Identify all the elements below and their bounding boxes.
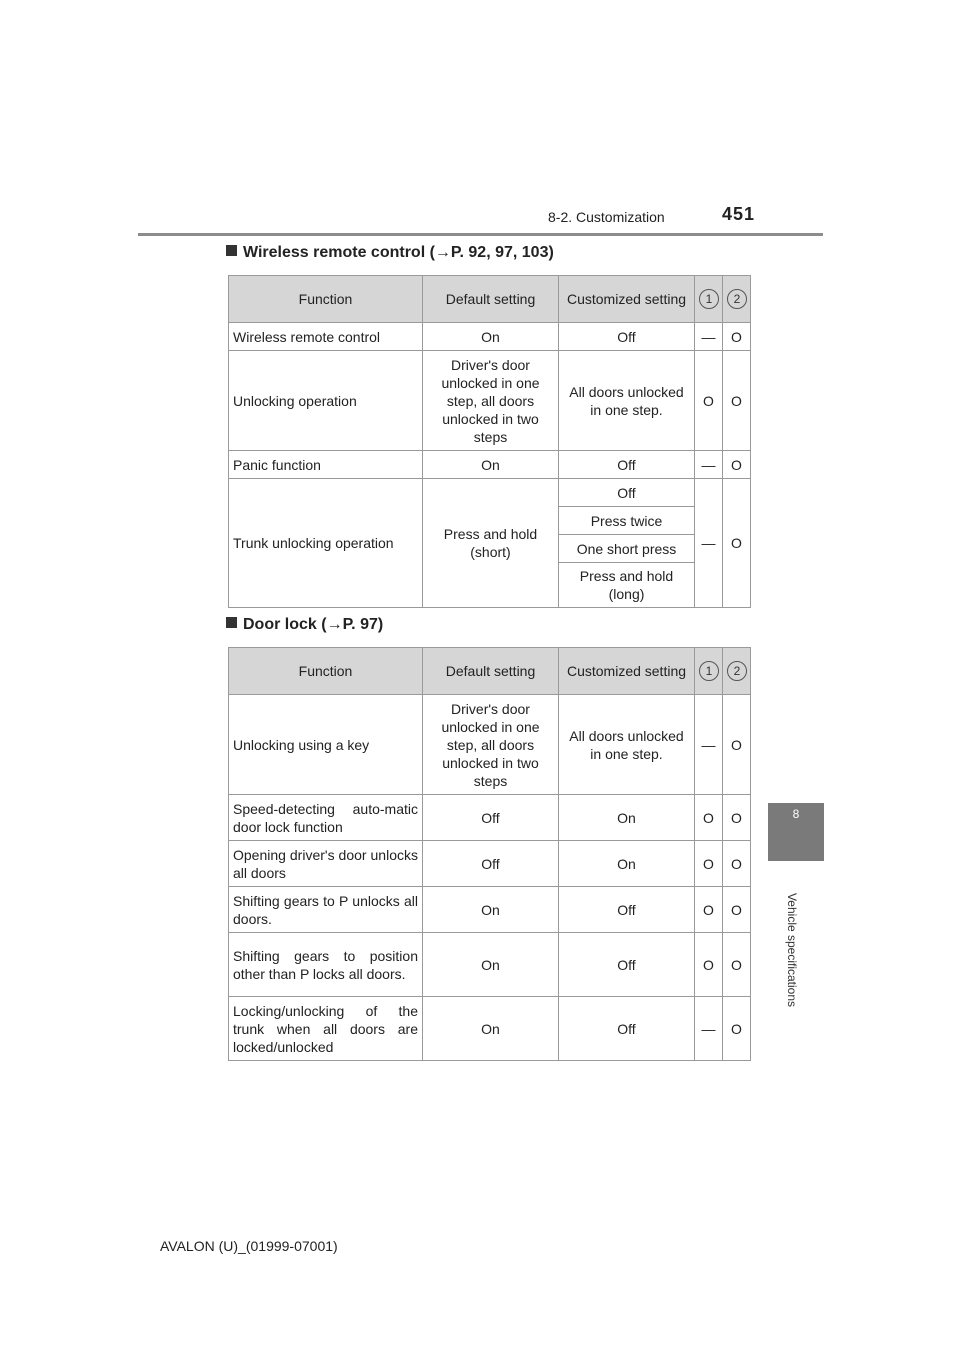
col1-cell: — (695, 451, 723, 479)
function-cell: Shifting gears to P unlocks all doors. (229, 887, 423, 933)
page-number: 451 (722, 204, 756, 224)
col1-cell: O (695, 841, 723, 887)
col2-cell: O (723, 841, 751, 887)
section-title-wireless-remote: Wireless remote control (→P. 92, 97, 103) (226, 244, 554, 262)
table-row (229, 887, 751, 933)
function-cell: Opening driver's door unlocks all doors (229, 841, 423, 887)
function-cell: Unlocking operation (229, 351, 423, 451)
customized-cell: Off (559, 997, 695, 1061)
default-cell: Press and hold (short) (423, 479, 559, 608)
default-cell: On (423, 887, 559, 933)
col2-cell: O (723, 451, 751, 479)
col2-cell: O (723, 479, 751, 608)
col2-cell: O (723, 695, 751, 795)
customized-cell: Off (559, 323, 695, 351)
bullet-square-icon (226, 617, 237, 628)
default-cell: On (423, 323, 559, 351)
customized-cell: On (559, 841, 695, 887)
function-cell: Wireless remote control (229, 323, 423, 351)
header-col1: 1 (695, 276, 723, 323)
col1-cell: — (695, 695, 723, 795)
table-header-row (229, 276, 751, 323)
table-row (229, 841, 751, 887)
customized-option-cell: Press twice (559, 507, 695, 535)
customized-option-cell: Press and hold (long) (559, 563, 695, 608)
table-row (229, 997, 751, 1061)
col1-cell: O (695, 351, 723, 451)
col2-cell: O (723, 795, 751, 841)
default-cell: On (423, 997, 559, 1061)
default-cell: Driver's door unlocked in one step, all doors unlocked in two steps (423, 695, 559, 795)
default-cell: Driver's door unlocked in one step, all doors unlocked in two steps (423, 351, 559, 451)
header-customized: Customized setting (559, 648, 695, 695)
function-cell: Unlocking using a key (229, 695, 423, 795)
default-cell: On (423, 451, 559, 479)
col2-cell: O (723, 887, 751, 933)
col1-cell: O (695, 887, 723, 933)
table-row (229, 795, 751, 841)
header-customized: Customized setting (559, 276, 695, 323)
customized-cell: Off (559, 887, 695, 933)
default-cell: On (423, 933, 559, 997)
header-col2: 2 (723, 648, 751, 695)
table-row (229, 351, 751, 451)
section-title-door-lock: Door lock (→P. 97) (226, 616, 383, 634)
header-function: Function (229, 648, 423, 695)
customized-option-cell: One short press (559, 535, 695, 563)
customized-cell: On (559, 795, 695, 841)
default-cell: Off (423, 795, 559, 841)
door-lock-table (228, 647, 751, 1061)
customized-option-cell: Off (559, 479, 695, 507)
table-row (229, 323, 751, 351)
bullet-square-icon (226, 245, 237, 256)
col1-cell: O (695, 795, 723, 841)
section-header: 8-2. Customization (548, 209, 665, 225)
table-row (229, 933, 751, 997)
header-col1: 1 (695, 648, 723, 695)
chapter-label: Vehicle specifications (785, 892, 799, 1008)
col1-cell: O (695, 933, 723, 997)
header-rule (138, 233, 823, 236)
col2-cell: O (723, 323, 751, 351)
function-cell: Shifting gears to position other than P locks all doors. (229, 933, 423, 997)
chapter-tab[interactable] (768, 803, 824, 861)
col1-cell: — (695, 479, 723, 608)
table-header-row (229, 648, 751, 695)
function-cell: Panic function (229, 451, 423, 479)
col1-cell: — (695, 323, 723, 351)
col2-cell: O (723, 933, 751, 997)
chapter-number: 8 (792, 807, 800, 821)
header-default: Default setting (423, 276, 559, 323)
customized-cell: All doors unlocked in one step. (559, 351, 695, 451)
function-cell: Speed-detecting auto-matic door lock function (229, 795, 423, 841)
function-cell: Locking/unlocking of the trunk when all doors are locked/unlocked (229, 997, 423, 1061)
wireless-remote-table (228, 275, 751, 608)
header-default: Default setting (423, 648, 559, 695)
document-footer: AVALON (U)_(01999-07001) (160, 1238, 338, 1254)
col1-cell: — (695, 997, 723, 1061)
table-row (229, 451, 751, 479)
customized-cell: All doors unlocked in one step. (559, 695, 695, 795)
customized-cell: Off (559, 933, 695, 997)
col2-cell: O (723, 997, 751, 1061)
table-row (229, 695, 751, 795)
header-col2: 2 (723, 276, 751, 323)
customized-cell: Off (559, 451, 695, 479)
header-function: Function (229, 276, 423, 323)
col2-cell: O (723, 351, 751, 451)
function-cell: Trunk unlocking operation (229, 479, 423, 608)
default-cell: Off (423, 841, 559, 887)
table-row (229, 479, 751, 507)
